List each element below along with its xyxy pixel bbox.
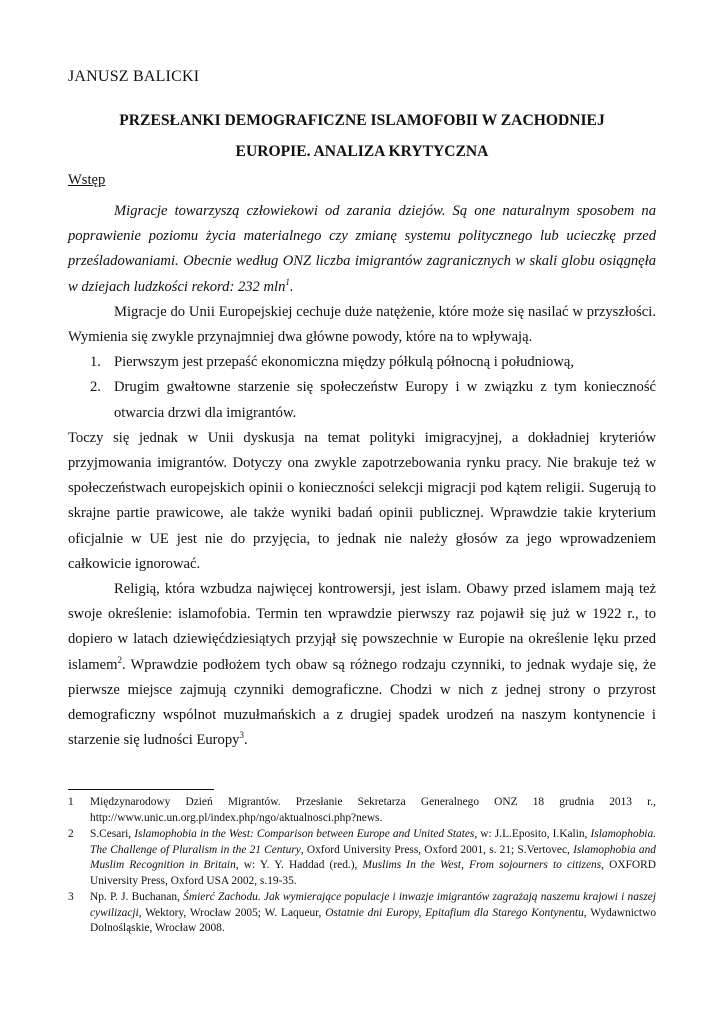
- list-item-number: 2.: [90, 379, 101, 396]
- list-item-text: Pierwszym jest przepaść ekonomiczna między półkulą północną i południową,: [114, 354, 574, 371]
- footnote-3-text: Np. P. J. Buchanan,: [90, 891, 184, 903]
- footnote-3: [68, 890, 656, 937]
- title-line-2: EUROPIE. ANALIZA KRYTYCZNA: [235, 143, 489, 160]
- paragraph-4-text-a: Religią, która wzbudza najwięcej kontrowersji, jest islam. Obawy przed islamem mają też swoje określenie: islamofobia. Termin ten wprawdzie pierwszy raz pojawił się już w 1922 r., to dopiero w latach dziewięćdziesiątych przyjął się powszechnie w Europie na określenie lęku przed islamem: [68, 581, 656, 673]
- list-item-number: 1.: [90, 354, 101, 371]
- list-item: [68, 375, 656, 425]
- section-heading: Wstęp: [68, 172, 106, 188]
- footnote-1: [68, 795, 656, 826]
- footnote-3-text: , Wydawnictwo Dolnośląskie, Wrocław 2008.: [90, 906, 657, 934]
- body-text: [68, 199, 656, 753]
- paragraph-1-end: .: [289, 278, 294, 295]
- document-title: [68, 105, 656, 167]
- footnote-2-text: , w: J.L.Eposito, I.Kalin,: [474, 828, 591, 840]
- footnote-2-title: Islamophobia and Muslim Recognition in Britain: [90, 843, 656, 871]
- footnote-3-title: Śmierć Zachodu. Jak wymierające populacje i inwazje imigrantów zagrażają naszemu krajowi i naszej cywilizacji: [90, 891, 656, 919]
- author-name: JANUSZ BALICKI: [68, 68, 200, 85]
- title-line-1: PRZESŁANKI DEMOGRAFICZNE ISLAMOFOBII W ZACHODNIEJ: [119, 112, 605, 129]
- footnote-2: [68, 827, 656, 889]
- list-item-text: Drugim gwałtowne starzenie się społeczeństw Europy i w związku z tym konieczność otwarcia drzwi dla imigrantów.: [114, 379, 656, 421]
- footnote-ref-3[interactable]: 3: [239, 730, 244, 741]
- footnote-3-title: Ostatnie dni Europy, Epitafium dla Starego Kontynentu: [325, 906, 584, 919]
- footnotes: [68, 795, 656, 938]
- list-item: [68, 350, 656, 375]
- paragraph-3: Toczy się jednak w Unii dyskusja na temat polityki imigracyjnej, a dokładniej kryteriów przyjmowania imigrantów. Dotyczy ona zwykle zapotrzebowania rynku pracy. Nie brakuje też w społeczeństwach europejskich opinii o konieczności selekcji migracji pod kątem religii. Sugerują to skrajne partie prawicowe, ale także wyniki badań opinii publicznej. Wprawdzie takie kryterium oficjalnie w UE jest nie do przyjęcia, to jednak nie należy głosów za jego wprowadzeniem całkowicie ignorować.: [68, 429, 656, 572]
- paragraph-1: [68, 199, 656, 300]
- footnote-2-title: Islamophobia in the West: Comparison between Europe and United States: [134, 828, 475, 840]
- footnote-number: 2: [68, 828, 74, 840]
- paragraph-4-end: .: [243, 732, 248, 749]
- footnote-ref-2[interactable]: 2: [117, 654, 122, 665]
- paragraph-4-text-b: . Wprawdzie podłożem tych obaw są różnego rodzaju czynniki, to jednak wydaje się, że pierwsze miejsce zajmują czynniki demograficzne. Chodzi w nich z jednej strony o przyrost demograficzny wspólnot muzułmańskich a z drugiej spadek urodzeń na naszym kontynencie i starzenie się ludności Europy: [68, 656, 656, 749]
- document-page: [68, 0, 656, 1024]
- footnote-separator: [68, 789, 214, 790]
- footnote-number: 3: [68, 891, 74, 903]
- paragraph-1-text: Migracje towarzyszą człowiekowi od zarania dziejów. Są one naturalnym sposobem na poprawienie poziomu życia materialnego czy zmianę systemu politycznego lub ucieczkę przed prześladowaniami. Obecnie według ONZ liczba imigrantów zagranicznych w skali globu osiągnęła w dziejach ludzkości rekord: 232 mln: [68, 203, 656, 295]
- footnote-number: 1: [68, 796, 74, 808]
- footnote-2-text: , w: Y. Y. Haddad (red.),: [235, 859, 363, 871]
- reasons-list: [68, 350, 656, 426]
- paragraph-2: Migracje do Unii Europejskiej cechuje duże natężenie, które może się nasilać w przyszłości. Wymienia się zwykle przynajmniej dwa główne powody, które na to wpływają.: [68, 303, 656, 346]
- footnote-ref-1[interactable]: 1: [285, 276, 290, 287]
- footnote-2-text: S.Cesari,: [90, 828, 135, 840]
- footnote-3-text: , Wektory, Wrocław 2005; W. Laqueur,: [138, 906, 326, 919]
- footnote-2-title: Islamophobia. The Challenge of Pluralism in the 21 Century: [90, 828, 656, 856]
- footnote-2-text: , Oxford University Press, Oxford 2001, s. 21; S.Vertovec,: [300, 843, 574, 856]
- paragraph-4: [68, 577, 656, 753]
- footnote-1-text: Międzynarodowy Dzień Migrantów. Przesłanie Sekretarza Generalnego ONZ 18 grudnia 2013 r., http://www.unic.un.org.pl/index.php/ngo/aktualnosci.php?news.: [90, 796, 656, 824]
- footnote-2-title: Muslims In the West, From sojourners to citizens: [362, 859, 602, 871]
- footnote-2-text: , OXFORD University Press, Oxford USA 2002, s.19-35.: [90, 859, 656, 887]
